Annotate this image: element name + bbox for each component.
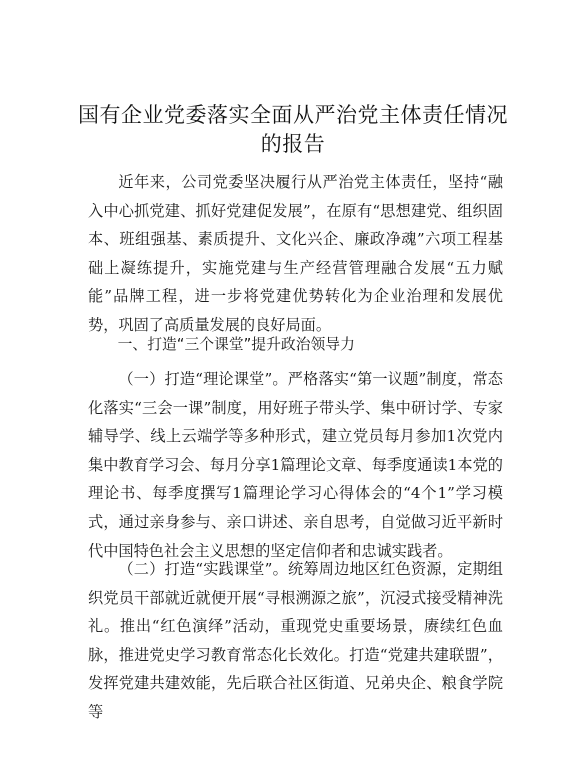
section-1-heading: 一、打造“三个课堂”提升政治领导力 bbox=[117, 336, 355, 353]
section-1-paragraph-theory: （一）打造“理论课堂”。严格落实“第一议题”制度，常态化落实“三会一课”制度，用好班子带头学、集中研讨学、专家辅导学、线上云端学等多种形式，建立党员每月参加1次党内集中教育学习会、每月分享1篇理论文章、每季度通读1本党的理论书、每季度撰写1篇理论学习心得体会的“4个1”学习模式，通过亲身参与、亲口讲述、亲自思考，自觉做习近平新时代中国特色社会主义思想的坚定信仰者和忠诚实践者。 bbox=[88, 370, 503, 560]
document-title-line-1: 国有企业党委落实全面从严治党主体责任情况 bbox=[78, 103, 508, 127]
document-title-line-2: 的报告 bbox=[260, 132, 326, 156]
intro-paragraph: 近年来，公司党委坚决履行从严治党主体责任，坚持“融入中心抓党建、抓好党建促发展”，在原有“思想建党、组织固本、班组强基、素质提升、文化兴企、廉政净魂”六项工程基础上凝练提升，实施党建与生产经营管理融合发展“五力赋能”品牌工程，进一步将党建优势转化为企业治理和发展优势，巩固了高质量发展的良好局面。 bbox=[88, 173, 503, 334]
section-1-paragraph-practice: （二）打造“实践课堂”。统筹周边地区红色资源，定期组织党员干部就近就便开展“寻根溯源之旅”，沉浸式接受精神洗礼。推出“红色演绎”活动，重现党史重要场景，赓续红色血脉，推进党史学习教育常态化长效化。打造“党建共建联盟”，发挥党建共建效能，先后联合社区街道、兄弟央企、粮食学院等 bbox=[88, 560, 503, 721]
